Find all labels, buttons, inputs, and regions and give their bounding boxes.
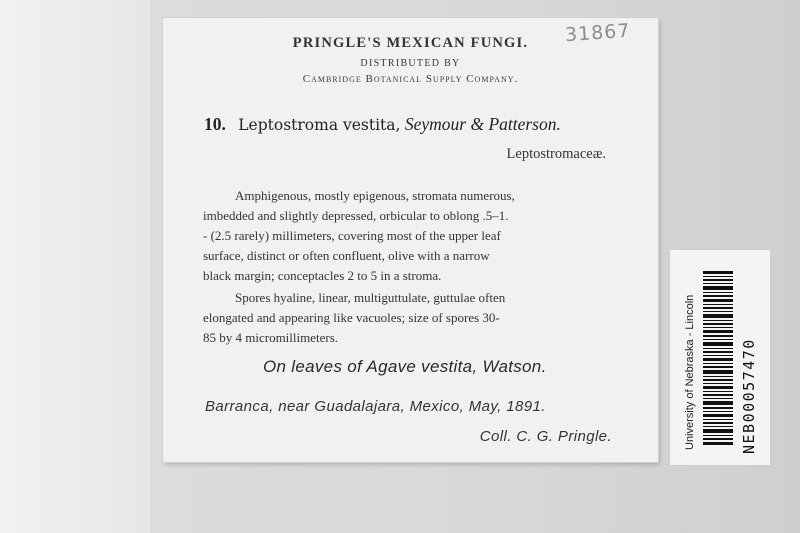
family-name: Leptostromaceæ. <box>506 146 606 162</box>
barcode-icon <box>703 271 733 445</box>
barcode-card <box>670 250 770 465</box>
barcode-number: NEB00057470 <box>740 338 758 454</box>
species-name: Leptostroma vestita, <box>238 116 401 134</box>
species-authority: Seymour & Patterson. <box>404 114 561 134</box>
description-line: black margin; conceptacles 2 to 5 in a stroma. <box>203 268 442 283</box>
label-header-distributed: DISTRIBUTED BY <box>360 58 461 69</box>
host-plant: On leaves of Agave vestita, Watson. <box>263 357 547 376</box>
description-line: imbedded and slightly depressed, orbicular to oblong .5–1. <box>203 208 509 223</box>
description-line: 85 by 4 micromillimeters. <box>203 330 339 345</box>
specimen-number: 10. <box>204 114 226 134</box>
collector-name: Coll. C. G. Pringle. <box>479 428 612 445</box>
collection-locality: Barranca, near Guadalajara, Mexico, May, 1891. <box>205 398 546 415</box>
description-line: Amphigenous, mostly epigenous, stromata numerous, <box>235 188 515 203</box>
left-background-strip <box>0 0 150 533</box>
label-header-company: Cambridge Botanical Supply Company. <box>302 73 519 85</box>
description-line: surface, distinct or often confluent, olive with a narrow <box>203 248 490 263</box>
label-header-title: PRINGLE'S MEXICAN FUNGI. <box>292 35 529 51</box>
description-line: - (2.5 rarely) millimeters, covering most of the upper leaf <box>203 228 501 243</box>
species-title <box>204 114 561 135</box>
description-line: Spores hyaline, linear, multiguttulate, guttulae often <box>235 290 506 305</box>
specimen-label <box>163 18 658 462</box>
institution-name: University of Nebraska - Lincoln <box>684 294 696 450</box>
description-line: elongated and appearing like vacuoles; size of spores 30- <box>203 310 500 325</box>
handwritten-catalog-number: 31867 <box>564 19 632 47</box>
